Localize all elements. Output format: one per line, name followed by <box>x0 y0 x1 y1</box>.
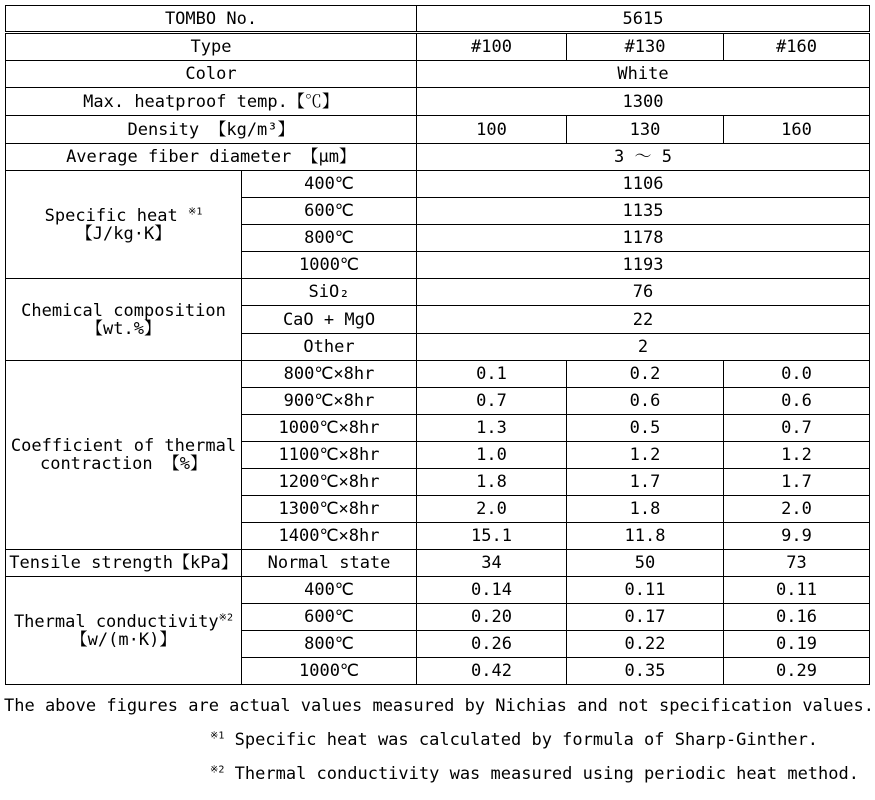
chem-value: 76 <box>417 279 870 306</box>
chem-value: 2 <box>417 334 870 361</box>
maxtemp-label: Max. heatproof temp.【℃】 <box>6 88 417 116</box>
sh-temp: 400℃ <box>242 171 417 198</box>
row-sh-400 <box>6 171 870 198</box>
footnote-2 <box>210 764 859 784</box>
type-130: #130 <box>567 33 724 61</box>
contr-value: 1.2 <box>567 442 724 469</box>
tc-value: 0.29 <box>724 658 870 685</box>
contr-value: 0.5 <box>567 415 724 442</box>
conductivity-label <box>6 577 242 685</box>
sh-temp: 1000℃ <box>242 252 417 279</box>
tc-value: 0.42 <box>417 658 567 685</box>
chem-component: SiO₂ <box>242 279 417 306</box>
density-label: Density 【kg/m³】 <box>6 116 417 144</box>
color-label: Color <box>6 61 417 88</box>
type-100: #100 <box>417 33 567 61</box>
color-value: White <box>417 61 870 88</box>
contraction-title: Coefficient of thermal <box>10 436 237 456</box>
contr-value: 1.7 <box>724 469 870 496</box>
row-contr-800 <box>6 361 870 388</box>
tc-value: 0.19 <box>724 631 870 658</box>
tc-value: 0.26 <box>417 631 567 658</box>
spec-table <box>5 5 870 685</box>
contr-value: 0.6 <box>724 388 870 415</box>
tensile-value: 50 <box>567 550 724 577</box>
sh-temp: 800℃ <box>242 225 417 252</box>
tc-value: 0.11 <box>567 577 724 604</box>
specific-heat-note-mark: ※1 <box>187 205 203 217</box>
conductivity-title: Thermal conductivity <box>13 611 219 632</box>
chemical-unit: 【wt.%】 <box>86 318 161 339</box>
row-tombo <box>6 6 870 33</box>
contr-cond: 1200℃×8hr <box>242 469 417 496</box>
row-tensile <box>6 550 870 577</box>
tc-temp: 600℃ <box>242 604 417 631</box>
row-type <box>6 33 870 61</box>
contr-value: 2.0 <box>724 496 870 523</box>
specific-heat-unit: 【J/kg·K】 <box>75 223 172 244</box>
row-tc-400 <box>6 577 870 604</box>
row-fiber <box>6 144 870 171</box>
contr-cond: 1000℃×8hr <box>242 415 417 442</box>
row-color <box>6 61 870 88</box>
contr-value: 0.6 <box>567 388 724 415</box>
type-160: #160 <box>724 33 870 61</box>
chem-value: 22 <box>417 306 870 334</box>
contr-cond: 1300℃×8hr <box>242 496 417 523</box>
sh-value: 1193 <box>417 252 870 279</box>
conductivity-note-mark: ※2 <box>218 611 234 623</box>
tc-value: 0.11 <box>724 577 870 604</box>
tc-value: 0.22 <box>567 631 724 658</box>
contr-value: 0.2 <box>567 361 724 388</box>
tensile-value: 73 <box>724 550 870 577</box>
tc-temp: 800℃ <box>242 631 417 658</box>
tc-value: 0.16 <box>724 604 870 631</box>
contr-value: 0.0 <box>724 361 870 388</box>
contr-value: 11.8 <box>567 523 724 550</box>
contr-value: 0.1 <box>417 361 567 388</box>
tombo-value: 5615 <box>417 6 870 33</box>
tc-value: 0.14 <box>417 577 567 604</box>
row-chem-sio2 <box>6 279 870 306</box>
contr-value: 1.8 <box>567 496 724 523</box>
sh-temp: 600℃ <box>242 198 417 225</box>
contr-cond: 1100℃×8hr <box>242 442 417 469</box>
tc-value: 0.35 <box>567 658 724 685</box>
footnote-main: The above figures are actual values measured by Nichias and not specification values. <box>4 696 874 716</box>
tc-temp: 1000℃ <box>242 658 417 685</box>
specific-heat-label <box>6 171 242 279</box>
chemical-title: Chemical composition <box>21 300 226 321</box>
fiber-label: Average fiber diameter 【μm】 <box>6 144 417 171</box>
type-label: Type <box>6 33 417 61</box>
tensile-value: 34 <box>417 550 567 577</box>
contr-value: 15.1 <box>417 523 567 550</box>
contr-value: 0.7 <box>724 415 870 442</box>
tc-temp: 400℃ <box>242 577 417 604</box>
tensile-label: Tensile strength【kPa】 <box>6 550 242 577</box>
tc-value: 0.20 <box>417 604 567 631</box>
contraction-unit: contraction 【%】 <box>39 454 208 474</box>
contr-value: 2.0 <box>417 496 567 523</box>
contr-cond: 900℃×8hr <box>242 388 417 415</box>
contr-value: 9.9 <box>724 523 870 550</box>
contr-value: 1.3 <box>417 415 567 442</box>
contraction-label <box>6 361 242 550</box>
footnote-1-mark: ※1 <box>210 730 225 742</box>
contr-value: 0.7 <box>417 388 567 415</box>
tombo-label: TOMBO No. <box>6 6 417 33</box>
fiber-value: 3 ～ 5 <box>417 144 870 171</box>
conductivity-unit: 【w/(m·K)】 <box>70 629 177 650</box>
density-130: 130 <box>567 116 724 144</box>
sh-value: 1106 <box>417 171 870 198</box>
specific-heat-title: Specific heat <box>44 205 178 226</box>
contr-cond: 1400℃×8hr <box>242 523 417 550</box>
row-density <box>6 116 870 144</box>
contr-cond: 800℃×8hr <box>242 361 417 388</box>
chemical-label <box>6 279 242 361</box>
maxtemp-value: 1300 <box>417 88 870 116</box>
sh-value: 1135 <box>417 198 870 225</box>
tc-value: 0.17 <box>567 604 724 631</box>
row-maxtemp <box>6 88 870 116</box>
footnote-2-text: Thermal conductivity was measured using periodic heat method. <box>234 764 859 784</box>
density-160: 160 <box>724 116 870 144</box>
contr-value: 1.0 <box>417 442 567 469</box>
contr-value: 1.2 <box>724 442 870 469</box>
chem-component: Other <box>242 334 417 361</box>
contr-value: 1.8 <box>417 469 567 496</box>
density-100: 100 <box>417 116 567 144</box>
contr-value: 1.7 <box>567 469 724 496</box>
tensile-state: Normal state <box>242 550 417 577</box>
chem-component: CaO + MgO <box>242 306 417 334</box>
sh-value: 1178 <box>417 225 870 252</box>
footnote-1 <box>210 730 818 750</box>
footnote-2-mark: ※2 <box>210 764 225 776</box>
footnote-1-text: Specific heat was calculated by formula of Sharp-Ginther. <box>234 730 819 750</box>
